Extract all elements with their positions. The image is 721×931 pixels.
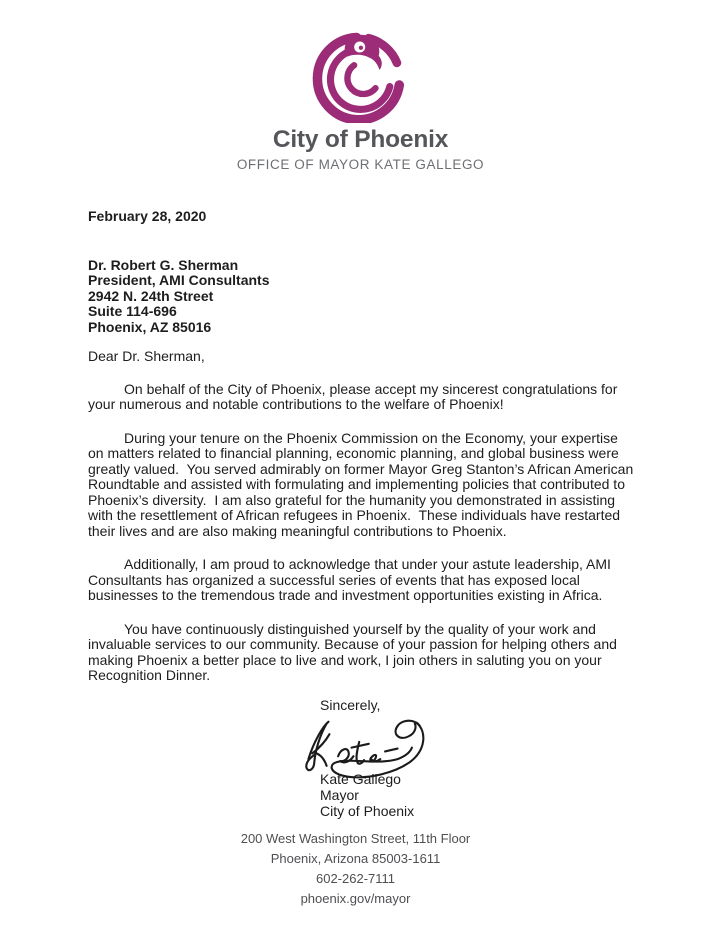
recipient-suite: Suite 114-696	[88, 303, 177, 319]
footer-city: Phoenix, Arizona 85003-1611	[270, 851, 441, 866]
office-line: OFFICE OF MAYOR KATE GALLEGO	[236, 157, 485, 172]
footer-website: phoenix.gov/mayor	[300, 891, 411, 906]
letterhead	[0, 0, 721, 172]
footer-street: 200 West Washington Street, 11th Floor	[240, 831, 471, 846]
paragraph-1: On behalf of the City of Phoenix, please accept my sincerest congratulations for your numerous and notable contributions to the welfare of Phoenix!	[88, 380, 622, 412]
signer-org: City of Phoenix	[320, 803, 415, 819]
valediction: Sincerely,	[320, 696, 381, 713]
paragraph-3: Additionally, I am proud to acknowledge that under your astute leadership, AMI Consultants has organized a successful series of events that has exposed local businesses to the tremendous trade and investment opportunities existing in Africa.	[88, 556, 615, 603]
recipient-name: Dr. Robert G. Sherman	[88, 256, 239, 273]
salutation: Dear Dr. Sherman,	[88, 348, 205, 364]
phoenix-bird-logo-icon	[312, 28, 409, 123]
signer-name: Kate Gallego	[320, 771, 401, 787]
recipient-street: 2942 N. 24th Street	[88, 287, 214, 304]
paragraph-2: During your tenure on the Phoenix Commission on the Economy, your expertise on matters related to financial planning, economic planning, and global business were greatly valued. You served admirably on former Mayor Greg Stanton’s African American Roundtable and assisted with formulating and implementing policies that contributed to Phoenix’s diversity. I am also grateful for the humanity you demonstrated in assisting with the resettlement of African refugees in Phoenix. These individuals have restarted their lives and are also making meaningful contributions to Phoenix.	[88, 429, 638, 539]
signer-title: Mayor	[320, 787, 359, 803]
recipient-title: President, AMI Consultants	[88, 272, 270, 288]
signer-block	[320, 771, 637, 819]
closing-block	[320, 698, 637, 820]
letter-date: February 28, 2020	[88, 208, 207, 224]
office-footer	[0, 829, 711, 909]
recipient-address	[88, 258, 637, 336]
footer-phone: 602-262-7111	[315, 871, 396, 886]
recipient-city-state-zip: Phoenix, AZ 85016	[88, 318, 212, 335]
org-name: City of Phoenix	[272, 126, 449, 153]
letter-body	[88, 209, 637, 819]
paragraph-4: You have continuously distinguished yourself by the quality of your work and invaluable services to our community. Because of your passion for helping others and making Phoenix a better place to live and work, I join others in saluting you on your Recognition Dinner.	[88, 620, 621, 683]
